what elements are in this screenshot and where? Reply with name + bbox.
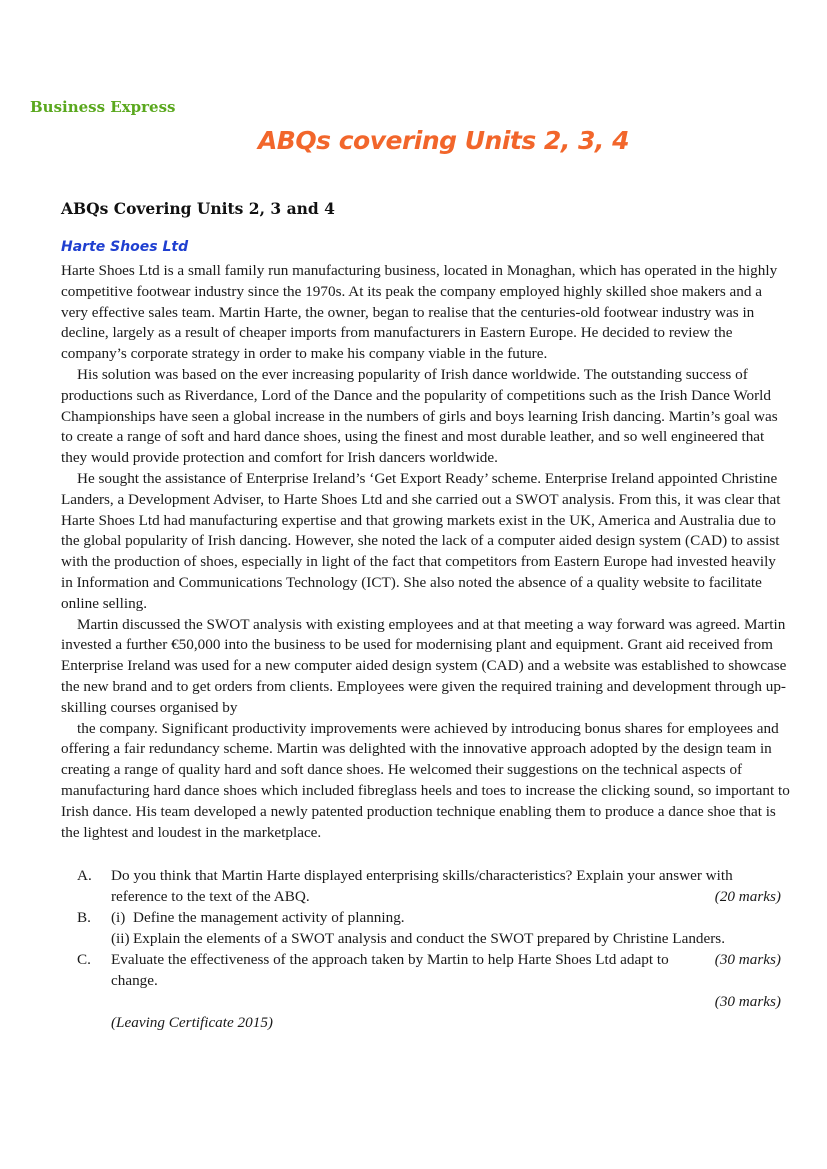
paragraph: Harte Shoes Ltd is a small family run manufacturing business, located in Monaghan, which has operated in the highly competitive footwear industry since the 1970s. At its peak the company employed highly skilled shoe makers and a very effective sales team. Martin Harte, the owner, began to realise that the centuries-old footwear industry was in decline, largely as a result of cheaper imports from manufacturers in Eastern Europe. He decided to review the company’s corporate strategy in order to make his company viable in the future.: [61, 262, 778, 363]
sub-question-number: (i): [111, 909, 126, 926]
question-letter: A.: [77, 867, 92, 884]
paragraph: He sought the assistance of Enterprise Ireland’s ‘Get Export Ready’ scheme. Enterprise Ireland appointed Christine Landers, a Development Adviser, to Harte Shoes Ltd and she carried out a SWOT analysis. From this, it was clear that Harte Shoes Ltd had manufacturing expertise and that growing markets exist in the UK, America and Australia due to the global popularity of Irish dancing. However, she noted the lack of a computer aided design system (CAD) to assist with the production of shoes, especially in light of the fact that competitors from Eastern Europe had invested heavily in Information and Communications Technology (ICT). She also noted the absence of a quality website to facilitate online selling.: [61, 469, 781, 612]
question-b: [61, 907, 781, 968]
sub-question-number: (ii): [111, 930, 130, 947]
question-text: Evaluate the effectiveness of the approach taken by Martin to help Harte Shoes Ltd adapt to change.: [111, 951, 669, 989]
marks-label: (30 marks): [714, 993, 781, 1010]
page-title: ABQs covering Units 2, 3, 4: [257, 126, 630, 155]
sub-question-ii: [111, 928, 781, 968]
question-text: Do you think that Martin Harte displayed enterprising skills/characteristics? Explain your answer with reference to the text of the ABQ.: [111, 867, 733, 905]
case-study-body: [61, 261, 791, 843]
header-brand: Business Express: [30, 98, 176, 116]
paragraph: the company. Significant productivity improvements were achieved by introducing bonus shares for employees and offering a fair redundancy scheme. Martin was delighted with the innovative approach adopted by the design team in creating a range of quality hard and soft dance shoes. He welcomed their suggestions on the technical aspects of manufacturing hard dance shoes which included fibreglass heels and toes to increase the clicking sound, so important to Irish dance. His team developed a newly patented production technique enabling them to produce a dance shoe that is the lightest and loudest in the marketplace.: [61, 719, 790, 841]
sub-question-text: Define the management activity of planning.: [133, 909, 405, 926]
marks-label: (30 marks): [714, 951, 781, 968]
marks-label: (20 marks): [714, 888, 781, 905]
question-letter: B.: [77, 909, 91, 926]
paragraph: His solution was based on the ever increasing popularity of Irish dance worldwide. The outstanding success of productions such as Riverdance, Lord of the Dance and the popularity of competitions such as the Irish Dance World Championships have seen a global increase in the numbers of girls and boys learning Irish dancing. Martin’s goal was to create a range of soft and hard dance shoes, using the finest and most durable leather, and so well engineered that they would provide protection and comfort for Irish dancers worldwide.: [61, 365, 778, 467]
source-citation: (Leaving Certificate 2015): [111, 1014, 273, 1031]
section-heading: ABQs Covering Units 2, 3 and 4: [61, 199, 335, 218]
sub-question-i: [111, 907, 781, 928]
question-letter: C.: [77, 951, 91, 968]
sub-question-text: Explain the elements of a SWOT analysis and conduct the SWOT prepared by Christine Landers.: [133, 930, 726, 947]
question-list: [61, 865, 781, 1033]
question-c: [61, 949, 781, 1012]
case-study-title: Harte Shoes Ltd: [61, 239, 189, 255]
question-a: [61, 865, 781, 907]
paragraph: Martin discussed the SWOT analysis with existing employees and at that meeting a way forward was agreed. Martin invested a further €50,000 into the business to be used for modernising plant and equipment. Grant aid received from Enterprise Ireland was used for a new computer aided design system (CAD) and a website was established to showcase the new brand and to get orders from clients. Employees were given the required training and development through up-skilling courses organised by: [61, 615, 787, 716]
